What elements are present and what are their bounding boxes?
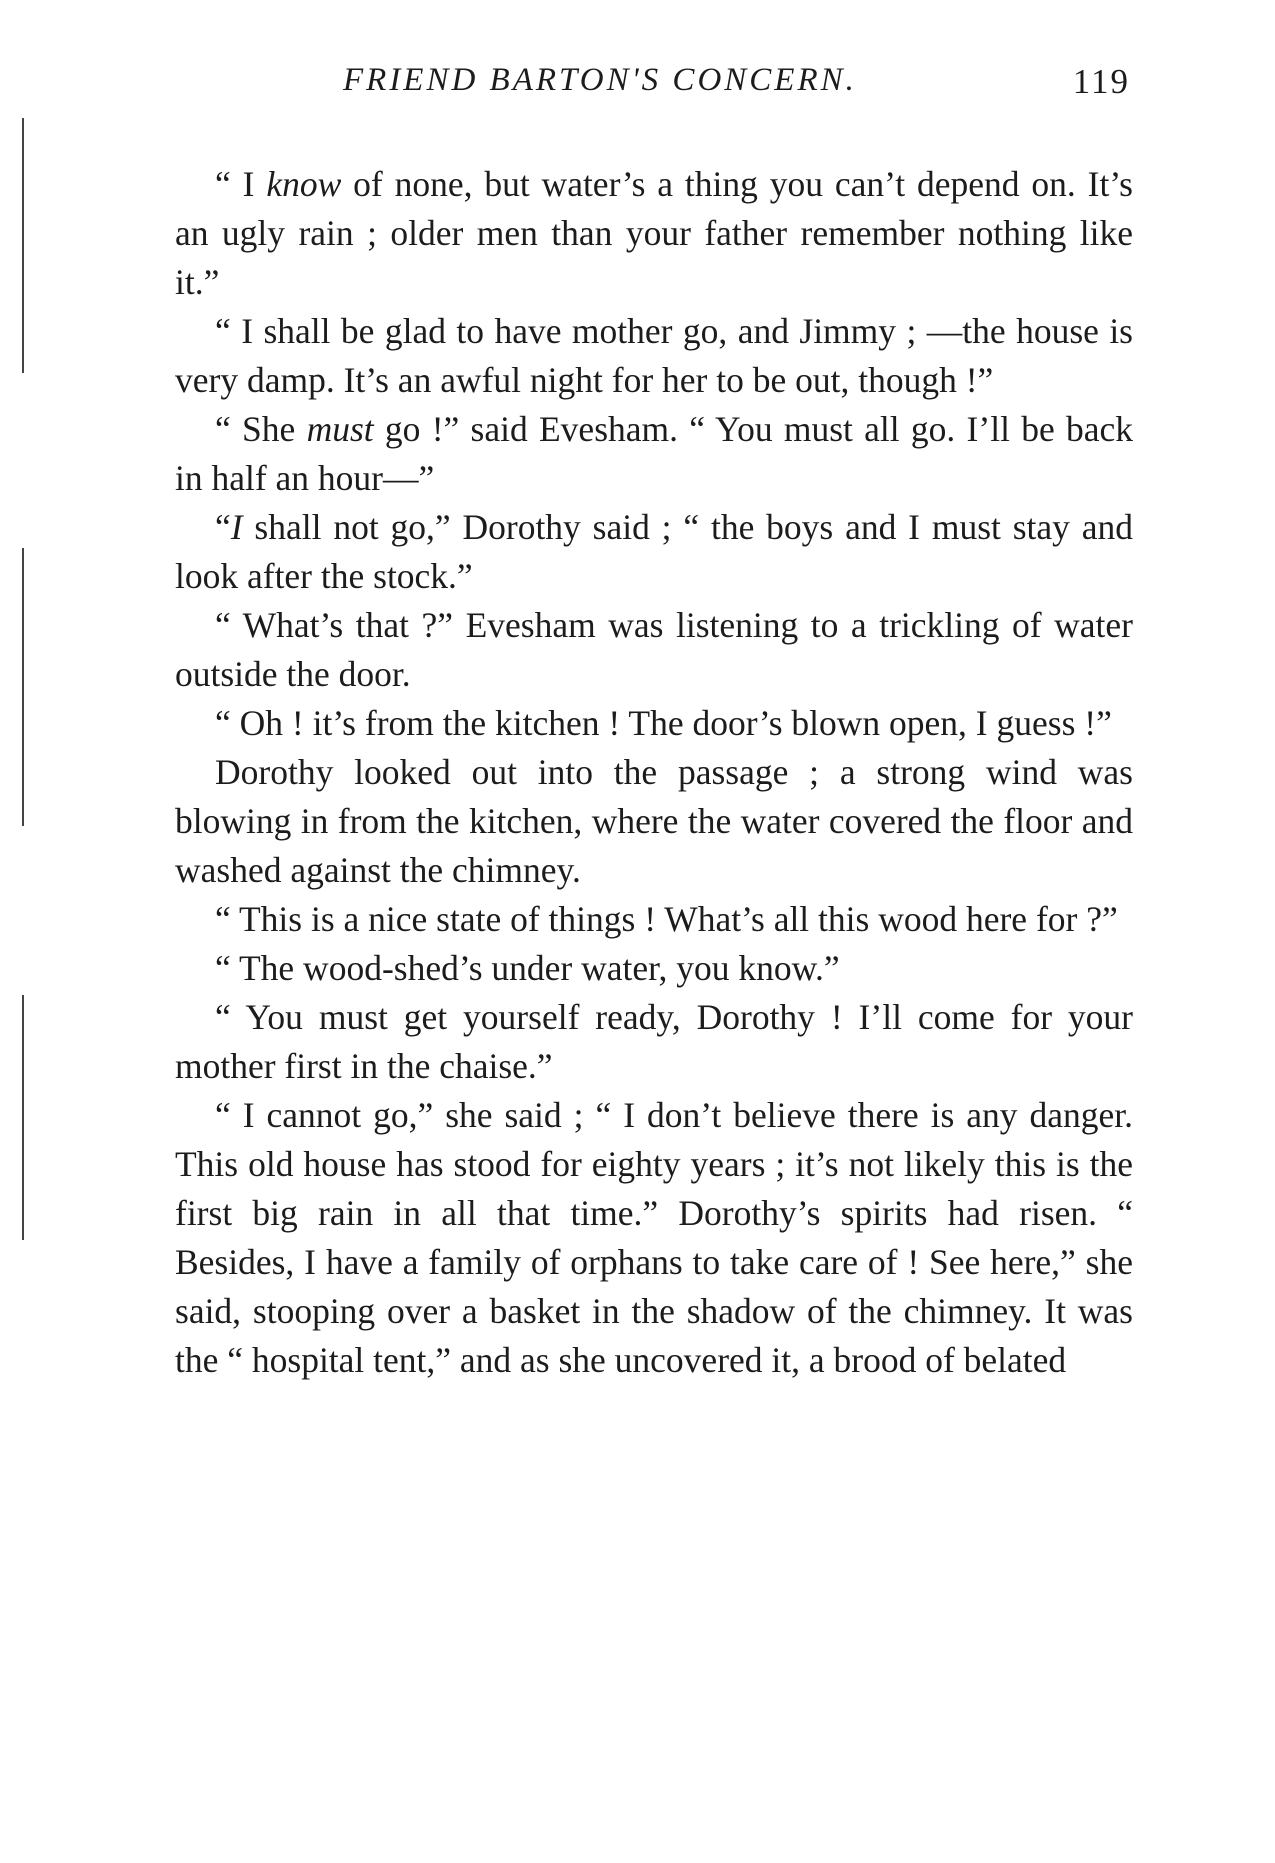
paragraph: “ I know of none, but water’s a thing you can’t depend on. It’s an ugly rain ; older men than your father remember nothing like it.” xyxy=(175,164,1133,302)
paragraph: “ What’s that ?” Evesham was listening to a trickling of water outside the door. xyxy=(175,605,1133,694)
emphasis: must xyxy=(306,409,374,449)
paragraph: “ This is a nice state of things ! What’s all this wood here for ?” xyxy=(215,899,1118,939)
paragraph: “ I cannot go,” she said ; “ I don’t believe there is any danger. This old house has stood for eighty years ; it’s not likely this is the first big rain in all that time.” Dorothy’s spirits had risen. “ Besides, I have a family of orphans to take care of ! See here,” she said, stooping over a basket in the shadow of the chimney. It was the “ hospital tent,” and as she uncovered it, a brood of belated xyxy=(175,1095,1133,1380)
paragraph: “ I shall be glad to have mother go, and Jimmy ; —the house is very damp. It’s an awful night for her to be out, though !” xyxy=(175,311,1133,400)
paragraph: “ You must get yourself ready, Dorothy ! I’ll come for your mother first in the chaise.” xyxy=(175,997,1133,1086)
emphasis: I xyxy=(230,507,243,547)
body-text xyxy=(175,160,1133,1385)
paragraph: “ Oh ! it’s from the kitchen ! The door’s blown open, I guess !” xyxy=(215,703,1112,743)
page-number: 119 xyxy=(1072,62,1130,101)
paragraph: “ The wood-shed’s under water, you know.” xyxy=(215,948,840,988)
margin-mark xyxy=(22,118,24,373)
paragraph: “ She must go !” said Evesham. “ You must all go. I’ll be back in half an hour—” xyxy=(175,409,1133,498)
emphasis: know xyxy=(266,164,342,204)
running-title: FRIEND BARTON'S CONCERN. xyxy=(343,62,857,98)
paragraph: “I shall not go,” Dorothy said ; “ the boys and I must stay and look after the stock.” xyxy=(175,507,1133,596)
margin-mark xyxy=(22,995,24,1240)
margin-mark xyxy=(22,548,24,826)
paragraph: Dorothy looked out into the passage ; a strong wind was blowing in from the kitchen, where the water covered the floor and washed against the chimney. xyxy=(175,752,1133,890)
running-header xyxy=(175,62,1135,112)
